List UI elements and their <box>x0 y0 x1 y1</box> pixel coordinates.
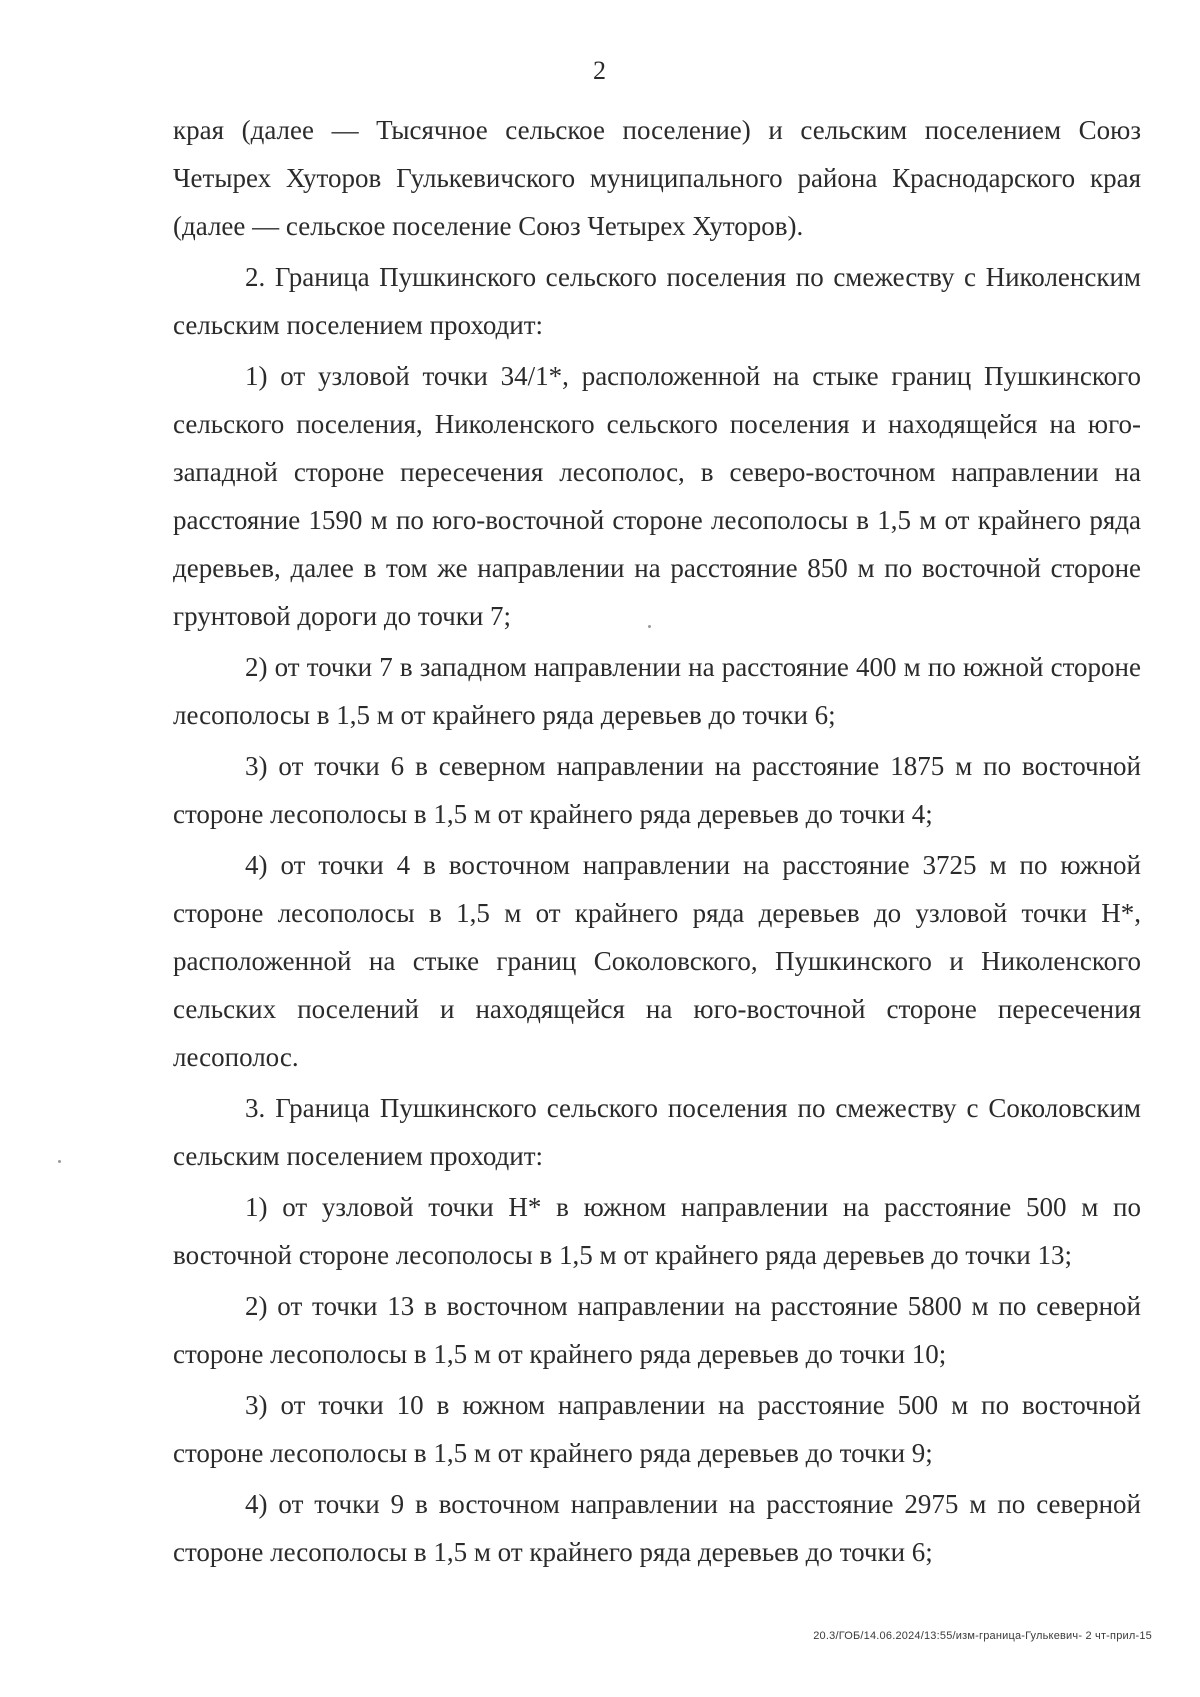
paragraph-section-3-item-1: 1) от узловой точки Н* в южном направлении на расстояние 500 м по восточной стороне лесополосы в 1,5 м от крайнего ряда деревьев до точки 13; <box>173 1192 1141 1270</box>
document-footer-code: 20.3/ГОБ/14.06.2024/13:55/изм-граница-Гулькевич- 2 чт-прил-15 <box>813 1630 1152 1642</box>
paragraph-section-3-item-2: 2) от точки 13 в восточном направлении на расстояние 5800 м по северной стороне лесополосы в 1,5 м от крайнего ряда деревьев до точки 10; <box>173 1291 1141 1369</box>
paragraph-section-2-item-2: 2) от точки 7 в западном направлении на расстояние 400 м по южной стороне лесополосы в 1,5 м от крайнего ряда деревьев до точки 6; <box>173 652 1141 730</box>
paragraph-section-2-item-3: 3) от точки 6 в северном направлении на расстояние 1875 м по восточной стороне лесополосы в 1,5 м от крайнего ряда деревьев до точки 4; <box>173 751 1141 829</box>
paragraph-section-2-heading: 2. Граница Пушкинского сельского поселения по смежеству с Николенским сельским поселением проходит: <box>173 262 1141 340</box>
paragraph-section-2-item-1: 1) от узловой точки 34/1*, расположенной на стыке границ Пушкинского сельского поселения, Николенского сельского поселения и находящейся на юго-западной стороне пересечения лесополос, в северо-восточном направлении на расстояние 1590 м по юго-восточной стороне лесополосы в 1,5 м от крайнего ряда деревьев, далее в том же направлении на расстояние 850 м по восточной стороне грунтовой дороги до точки 7; <box>173 361 1141 631</box>
page-number: 2 <box>593 56 607 85</box>
paragraph-section-2-item-4: 4) от точки 4 в восточном направлении на расстояние 3725 м по южной стороне лесополосы в 1,5 м от крайнего ряда деревьев до узловой точки Н*, расположенной на стыке границ Соколовского, Пушкинского и Николенского сельских поселений и находящейся на юго-восточной стороне пересечения лесополос. <box>173 850 1141 1072</box>
paragraph-section-3-heading: 3. Граница Пушкинского сельского поселения по смежеству с Соколовским сельским поселением проходит: <box>173 1093 1141 1171</box>
paragraph-section-3-item-3: 3) от точки 10 в южном направлении на расстояние 500 м по восточной стороне лесополосы в 1,5 м от крайнего ряда деревьев до точки 9; <box>173 1390 1141 1468</box>
paragraph-continuation: края (далее — Тысячное сельское поселение) и сельским поселением Союз Четырех Хуторов Гулькевичского муниципального района Краснодарского края (далее — сельское поселение Союз Четырех Хуторов). <box>173 115 1141 241</box>
scan-speck <box>648 625 651 628</box>
scan-speck <box>58 1160 61 1163</box>
paragraph-section-3-item-4: 4) от точки 9 в восточном направлении на расстояние 2975 м по северной стороне лесополосы в 1,5 м от крайнего ряда деревьев до точки 6; <box>173 1489 1141 1567</box>
document-body <box>173 106 1141 1579</box>
